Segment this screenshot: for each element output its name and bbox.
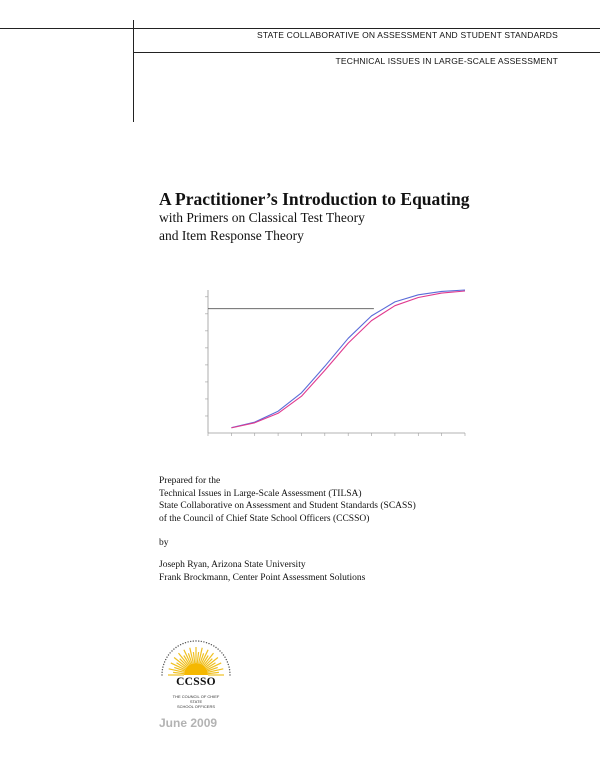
chart-series-line-2: [231, 291, 465, 428]
logo-sun-ray: [208, 672, 219, 673]
logo-ring-dot: [171, 650, 172, 651]
subtitle-line-2: and Item Response Theory: [159, 228, 304, 243]
authors-block: [159, 559, 519, 584]
logo-ring-dot: [169, 652, 170, 653]
logo-name: CCSSO: [176, 676, 216, 688]
logo-ring-dot: [162, 666, 163, 667]
logo-ring-dot: [228, 664, 229, 665]
logo-ring-dot: [165, 659, 166, 660]
header-organization: STATE COLLABORATIVE ON ASSESSMENT AND STUDENT STANDARDS: [256, 30, 558, 40]
logo-ring-dot: [219, 650, 220, 651]
logo-ring-dot: [226, 659, 227, 660]
logo-ring-dot: [198, 640, 199, 641]
logo-ring-dot: [211, 644, 212, 645]
logo-ring-dot: [168, 654, 169, 655]
logo-ring-dot: [203, 641, 204, 642]
logo-ring-dot: [173, 648, 174, 649]
vertical-rule: [133, 20, 134, 122]
chart-series-line-1: [231, 290, 465, 428]
logo-ring-dot: [229, 674, 230, 675]
logo-ring-dot: [178, 645, 179, 646]
logo-sun-ray: [173, 672, 184, 673]
logo-ring-dot: [164, 661, 165, 662]
logo-ring-dot: [215, 647, 216, 648]
logo-ring-dot: [229, 672, 230, 673]
author-2: Frank Brockmann, Center Point Assessment Solutions: [159, 572, 366, 583]
logo-ring-dot: [221, 652, 222, 653]
logo-ring-dot: [217, 648, 218, 649]
logo-council-text: [166, 694, 226, 709]
logo-ring-dot: [213, 645, 214, 646]
publication-date: June 2009: [159, 716, 218, 730]
prepared-line-1: Prepared for the: [159, 476, 221, 486]
prepared-line-2: Technical Issues in Large-Scale Assessment (TILSA): [159, 488, 362, 499]
by-label: by: [159, 538, 169, 548]
logo-ring-dot: [206, 642, 207, 643]
logo-ring-dot: [161, 672, 162, 673]
logo-ring-dot: [185, 642, 186, 643]
logo-ring-dot: [180, 644, 181, 645]
logo-council-line-1: THE COUNCIL OF CHIEF STATE: [172, 694, 220, 704]
document-title: A Practitioner’s Introduction to Equating: [159, 189, 470, 209]
logo-council-line-2: SCHOOL OFFICERS: [176, 704, 216, 709]
logo-ring-dot: [227, 661, 228, 662]
logo-ring-dot: [228, 666, 229, 667]
header-rule-middle: [133, 52, 600, 53]
logo-ring-dot: [201, 641, 202, 642]
prepared-line-4: of the Council of Chief State School Officers (CCSSO): [159, 513, 370, 524]
logo-sun-ray: [197, 652, 198, 663]
logo-ring-dot: [208, 643, 209, 644]
logo-ring-dot: [162, 669, 163, 670]
author-1: Joseph Ryan, Arizona State University: [159, 560, 306, 570]
prepared-for-block: [159, 475, 519, 525]
logo-ring-dot: [193, 640, 194, 641]
logo-ring-dot: [187, 641, 188, 642]
test-characteristic-curve-chart: [180, 276, 490, 451]
logo-ring-dot: [223, 654, 224, 655]
subtitle-line-1: with Primers on Classical Test Theory: [159, 210, 365, 225]
prepared-line-3: State Collaborative on Assessment and Student Standards (SCASS): [159, 501, 416, 511]
logo-ring-dot: [195, 640, 196, 641]
logo-ring-dot: [229, 669, 230, 670]
header-series: TECHNICAL ISSUES IN LARGE-SCALE ASSESSMENT: [335, 56, 558, 66]
logo-ring-dot: [182, 643, 183, 644]
logo-ring-dot: [190, 641, 191, 642]
logo-sun-ray: [193, 652, 194, 663]
document-subtitle: [159, 209, 459, 245]
logo-ring-dot: [175, 647, 176, 648]
logo-ring-dot: [163, 664, 164, 665]
logo-ring-dot: [166, 657, 167, 658]
logo-ring-dot: [161, 674, 162, 675]
header-rule-top: [0, 28, 600, 29]
logo-ring-dot: [224, 657, 225, 658]
